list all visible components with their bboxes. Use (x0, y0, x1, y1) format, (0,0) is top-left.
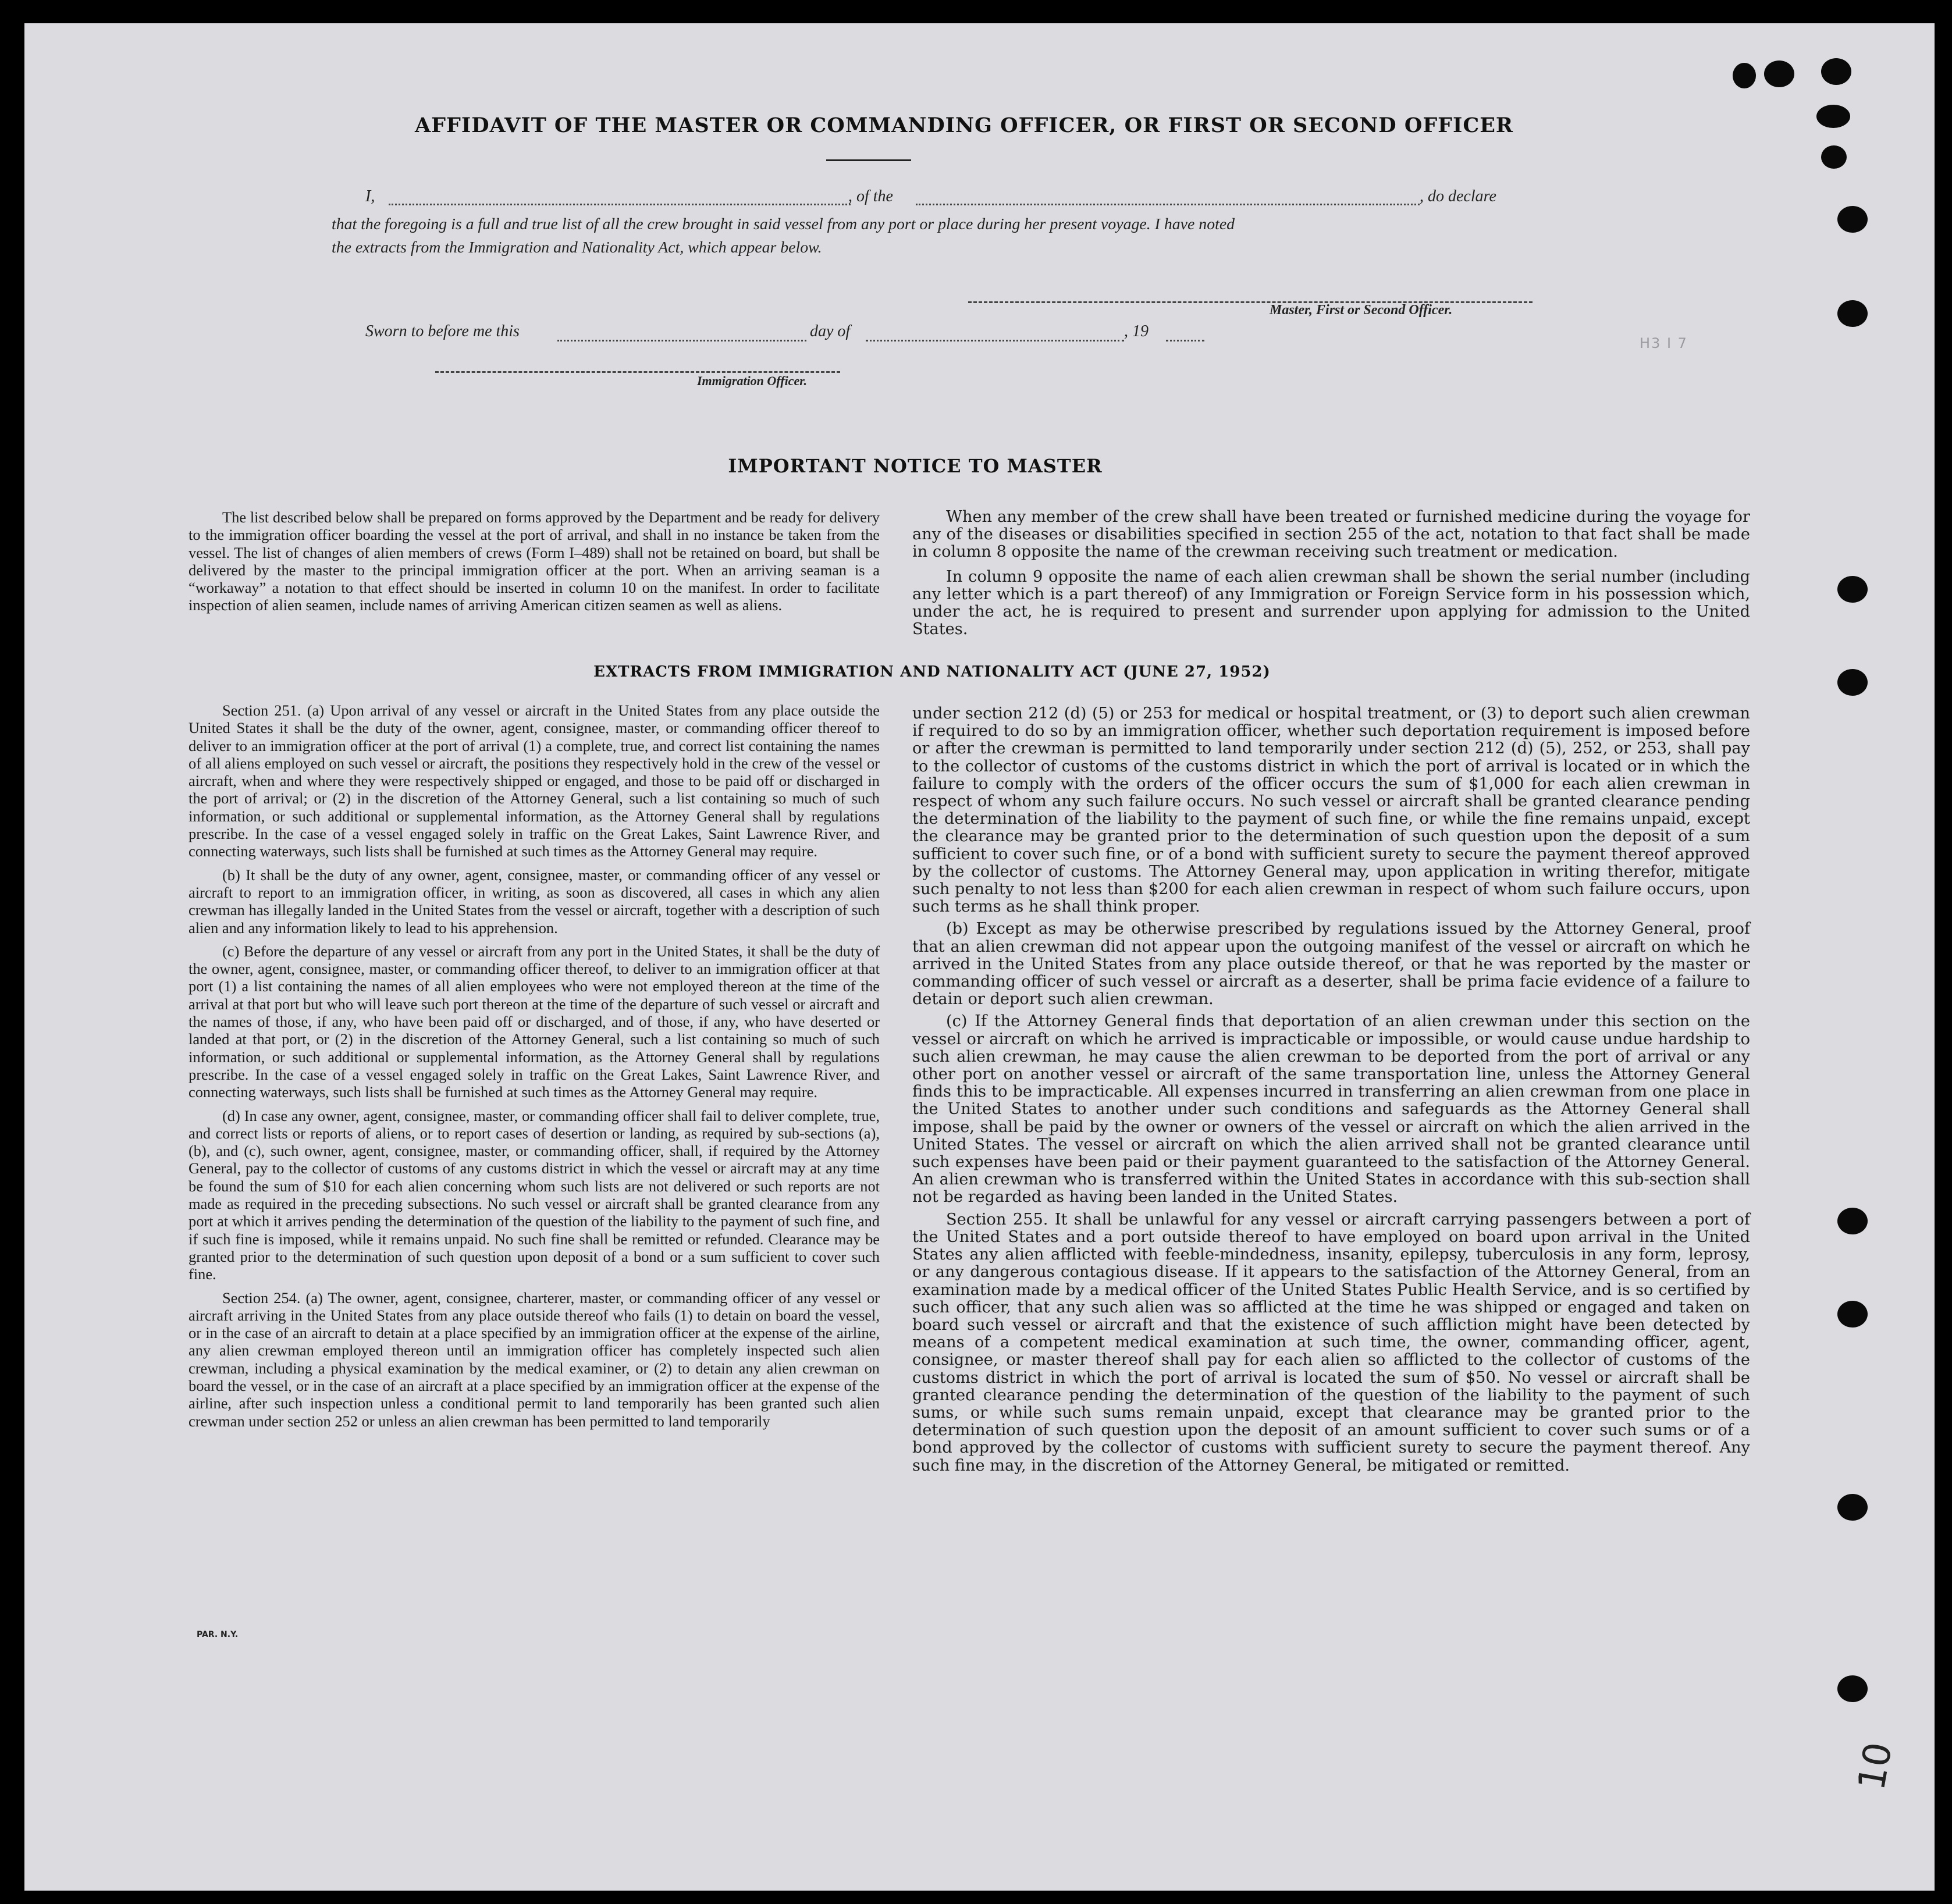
printer-mark: PAR. N.Y. (197, 1630, 239, 1639)
declaration-line-3: the extracts from the Immigration and Nationality Act, which appear below. (332, 239, 822, 257)
section-254-b: (b) Except as may be otherwise prescribed by regulations issued by the Attorney General, proof that an alien crewman did not appear upon the outgoing manifest of the vessel or aircraft on which he arrived in the United States from any place outside thereof, or that he was reported by the master or commanding officer of such vessel or aircraft as a deserter, shall be prima facie evidence of a failure to detain or deport such alien crewman. (912, 920, 1750, 1009)
notice-title: IMPORTANT NOTICE TO MASTER (728, 455, 1103, 477)
punch-hole (1764, 60, 1794, 87)
notice-right: When any member of the crew shall have been treated or furnished medicine during the voyage for any of the diseases or disabilities specified in section 255 of the act, notation to that fact shall be made in column 8 opposite the name of the crewman receiving such treatment or medication. In column 9 opposite the name of each alien crewman shall be shown the serial number (including any letter which is a part thereof) of any Immigration or Foreign Service form in his possession which, under the act, he is required to present and surrender upon applying for admission to the United States. (912, 508, 1750, 639)
punch-hole (1837, 300, 1868, 327)
section-251-d: (d) In case any owner, agent, consignee, master, or commanding officer shall fail to deliver complete, true, and correct lists or reports of aliens, or to report cases of desertion or landing, as required by sub-sections (a), (b), and (c), such owner, agent, consignee, master, or commanding officer, shall, if required by the Attorney General, pay to the collector of customs of any customs district in which the vessel or aircraft may at any time be found the sum of $10 for each alien concerning whom such lists are not delivered or such reports are not made as required in the preceding subsections. No such vessel or aircraft shall be granted clearance from any port at which it arrives pending the determination of the question of the liability to the payment of such fine, and if such fine is imposed, while it remains unpaid. No such fine shall be remitted or refunded. Clearance may be granted prior to the determination of such question upon deposit of a bond or a sum sufficient to cover such fine. (189, 1106, 880, 1283)
extracts-title: EXTRACTS FROM IMMIGRATION AND NATIONALITY ACT (JUNE 27, 1952) (593, 663, 1271, 681)
year-label: , 19 (1124, 322, 1149, 340)
faint-mark: H3 I 7 (1640, 335, 1688, 351)
extracts-right (912, 705, 1750, 1475)
punch-hole (1821, 58, 1851, 85)
punch-hole (1821, 145, 1847, 169)
title-rule (826, 159, 911, 161)
name-blank[interactable] (389, 204, 851, 205)
vessel-blank[interactable] (916, 204, 1420, 205)
punch-hole (1837, 206, 1868, 233)
punch-hole (1837, 1301, 1868, 1328)
punch-hole (1837, 1208, 1868, 1234)
section-254-a: Section 254. (a) The owner, agent, consignee, charterer, master, or commanding officer of any vessel or aircraft arriving in the United States from any place outside thereof who fails (1) to detain on board the vessel, or in the case of an aircraft to detain at a place specified by an immigration officer at the expense of the airline, any alien crewman employed thereon until an immigration officer has completely inspected such alien crewman, including a physical examination by the medical examiner, or (2) to detain any alien crewman on board the vessel, or in the case of an aircraft at a place specified by an immigration officer at the expense of the airline, after such inspection unless a conditional permit to land temporarily has been granted such alien crewman under section 252 or unless an alien crewman has been permitted to land temporarily (189, 1289, 880, 1430)
punch-hole (1816, 105, 1850, 128)
punch-hole (1837, 669, 1868, 696)
extracts-left (189, 702, 880, 1430)
section-254-c: (c) If the Attorney General finds that deportation of an alien crewman under this section on the vessel or aircraft on which he arrived is impracticable or impossible, or would cause undue hardship to such alien crewman, he may cause the alien crewman to be deported from the port of arrival or any other port on another vessel or aircraft of the same transportation line, unless the Attorney General finds this to be impracticable. All expenses incurred in transferring an alien crewman from one place in the United States to another under such conditions and safeguards as the Attorney General shall impose, shall be paid by the owner or owners of the vessel or aircraft on which the alien arrived in the United States. The vessel or aircraft on which the alien arrived shall not be granted clearance until such expenses have been paid or their payment guaranteed to the satisfaction of the Attorney General. An alien crewman who is transferred within the United States in accordance with this sub-section shall not be regarded as having been landed in the United States. (912, 1012, 1750, 1207)
punch-hole (1837, 1675, 1868, 1702)
section-251-a: Section 251. (a) Upon arrival of any vessel or aircraft in the United States from any place outside the United States it shall be the duty of the owner, agent, consignee, master, or commanding officer thereof to deliver to an immigration officer at the port of arrival (1) a complete, true, and correct list containing the names of all aliens employed on such vessel or aircraft, the positions they respectively hold in the crew of the vessel or aircraft, when and where they were respectively shipped or engaged, and those to be paid off or discharged in the port of arrival; or (2) in the discretion of the Attorney General, such a list containing so much of such information, or such additional or supplemental information, as the Attorney General shall by regulations prescribe. In the case of a vessel engaged solely in traffic on the Great Lakes, Saint Lawrence River, and connecting waterways, such lists shall be furnished at such times as the Attorney General may require. (189, 702, 880, 860)
punch-hole (1837, 1494, 1868, 1521)
document-page (24, 23, 1935, 1891)
declaration-of-the: , of the (848, 187, 893, 205)
sworn-day-blank[interactable] (557, 340, 806, 341)
affidavit-title: AFFIDAVIT OF THE MASTER OR COMMANDING OFFICER, OR FIRST OR SECOND OFFICER (414, 113, 1514, 137)
page-number: 10 (1850, 1739, 1901, 1793)
section-255: Section 255. It shall be unlawful for any vessel or aircraft carrying passengers between a port of the United States and a port outside thereof to have employed on board upon arrival in the United States any alien afflicted with feeble-mindedness, insanity, epilepsy, tuberculosis in any form, leprosy, or any dangerous contagious disease. If it appears to the satisfaction of the Attorney General, from an examination made by a medical officer of the United States Public Health Service, and is so certified by such officer, that any such alien was so afflicted at the time he was shipped or engaged and taken on board such vessel or aircraft and that the existence of such affliction might have been detected by means of a competent medical examination at such time, the owner, commanding officer, agent, consignee, or master thereof shall pay for each alien so afflicted to the collector of customs of the customs district in which the port of arrival is located the sum of $50. No vessel or aircraft shall be granted clearance pending the determination of the question of the liability to the payment of such sums, or while such sums remain unpaid, except that clearance may be granted prior to the determination of such question upon the deposit of an amount sufficient to cover such sums or of a bond approved by the collector of customs with sufficient surety to secure the payment thereof. Any such fine may, in the discretion of the Attorney General, be mitigated or remitted. (912, 1210, 1750, 1475)
officer-caption: Immigration Officer. (697, 373, 808, 388)
punch-hole (1837, 576, 1868, 603)
section-251-c: (c) Before the departure of any vessel or aircraft from any port in the United States, it shall be the duty of the owner, agent, consignee, master, or commanding officer thereof, to deliver to an immigration officer at that port (1) a list containing the names of all alien employees who were not employed thereon at the time of the arrival at that port but who will leave such port thereon at the time of the departure of such vessel or aircraft and the names of those, if any, who have been paid off or discharged, and of those, if any, who have deserted or landed at that port, or (2) in the discretion of the Attorney General, such a list containing so much of such information, or such additional or supplemental information, as the Attorney General shall by regulations prescribe. In the case of a vessel engaged solely in traffic on the Great Lakes, Saint Lawrence River, and connecting waterways, such lists shall be furnished at such times as the Attorney General may require. (189, 942, 880, 1101)
punch-hole (1733, 63, 1756, 88)
officer-signature-line[interactable] (435, 371, 840, 373)
sworn-month-blank[interactable] (866, 340, 1124, 341)
master-caption: Master, First or Second Officer. (1270, 302, 1453, 318)
year-blank[interactable] (1166, 340, 1204, 341)
declaration-i: I, (365, 187, 375, 205)
section-251-b: (b) It shall be the duty of any owner, agent, consignee, master, or commanding officer of any vessel or aircraft to report to an immigration officer, in writing, as soon as discovered, all cases in which any alien crewman has illegally landed in the United States from the vessel or aircraft, together with a description of such alien and any information likely to lead to his apprehension. (189, 866, 880, 937)
section-254-a-cont: under section 212 (d) (5) or 253 for medical or hospital treatment, or (3) to deport such alien crewman if required to do so by an immigration officer, whether such deportation requirement is imposed before or after the crewman is permitted to land temporarily under section 212 (d) (5), 252, or 253, shall pay to the collector of customs of the customs district in which the port of arrival is located or in which the failure to comply with the orders of the officer occurs the sum of $1,000 for each alien crewman in respect of whom any such failure occurs. No such vessel or aircraft shall be granted clearance pending the determination of the liability to the payment of such fine, or while the fine remains unpaid, except the clearance may be granted prior to the determination of such question upon the deposit of a sum sufficient to cover such fine, or of a bond with sufficient surety to secure the payment thereof approved by the collector of customs. The Attorney General may, upon application in writing therefor, mitigate such penalty to not less than $200 for each alien crewman in respect of whom such failure occurs, upon such terms as he shall think proper. (912, 704, 1750, 916)
declaration-declare: , do declare (1420, 187, 1496, 205)
sworn-label: Sworn to before me this (365, 322, 520, 340)
day-of-label: day of (810, 322, 851, 340)
declaration-line-2: that the foregoing is a full and true list of all the crew brought in said vessel from any port or place during her present voyage. I have noted (332, 215, 1235, 233)
notice-left: The list described below shall be prepared on forms approved by the Department and be ready for delivery to the immigration officer boarding the vessel at the port of arrival, and shall in no instance be taken from the vessel. The list of changes of alien members of crews (Form I–489) shall not be retained on board, but shall be delivered by the master to the principal immigration officer at the port. When an arriving seaman is a “workaway” a notation to that effect should be inserted in column 10 on the manifest. In order to facilitate inspection of alien seamen, include names of arriving American citizen seamen as well as aliens. (189, 508, 880, 614)
